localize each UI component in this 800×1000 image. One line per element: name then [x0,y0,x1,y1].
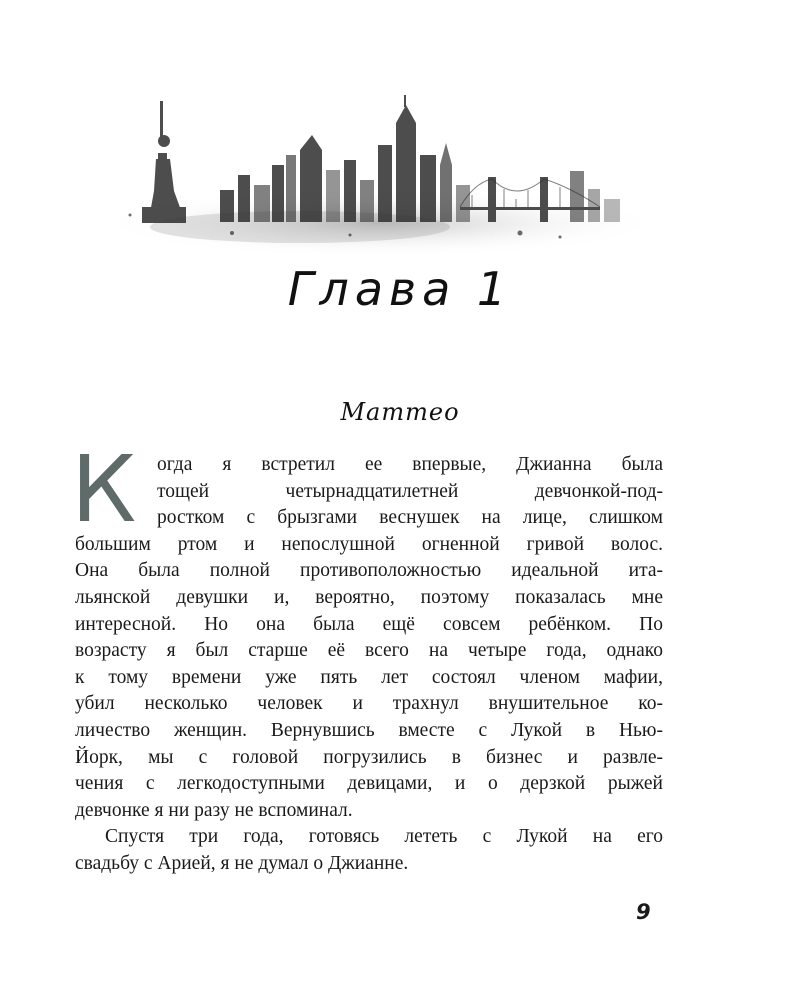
text-line: Она была полной противоположностью идеальной ита- [75,560,663,582]
text-line: к тому времени уже пять лет состоял членом мафии, [75,666,663,688]
text-line: свадьбу с Арией, я не думал о Джианне. [75,852,409,874]
drop-cap: К [71,436,137,543]
text-line: большим ртом и непослушной огненной гривой волос. [75,533,663,555]
text-line: Йорк, мы с головой погрузились в бизнес и развле- [75,746,663,768]
text-line: убил несколько человек и трахнул внушительное ко- [75,693,663,715]
chapter-title: Глава 1 [287,262,513,316]
text-line: огда я встретил ее впервые, Джианна была [157,454,663,475]
chapter-pov-name: Маттео [340,398,460,426]
chapter-body [71,436,663,878]
text-line: личество женщин. Вернувшись вместе с Лукой в Нью- [75,719,663,741]
text-line: льянской девушки и, вероятно, поэтому показалась мне [75,586,663,608]
text-line: девчонке я ни разу не вспоминал. [75,799,353,821]
text-line: интересной. Но она была ещё совсем ребёнком. По [75,613,663,635]
text-line: чения с легкодоступными девицами, и о дерзкой рыжей [75,773,663,795]
skyline-illustration [100,95,660,255]
page-number: 9 [636,900,651,924]
text-line: тощей четырнадцатилетней девчонкой-под- [157,480,663,502]
text-line: Спустя три года, готовясь лететь с Лукой на его [105,826,663,848]
text-line: возрасту я был старше её всего на четыре года, однако [75,640,663,662]
text-line: ростком с брызгами веснушек на лице, слишком [157,507,663,529]
